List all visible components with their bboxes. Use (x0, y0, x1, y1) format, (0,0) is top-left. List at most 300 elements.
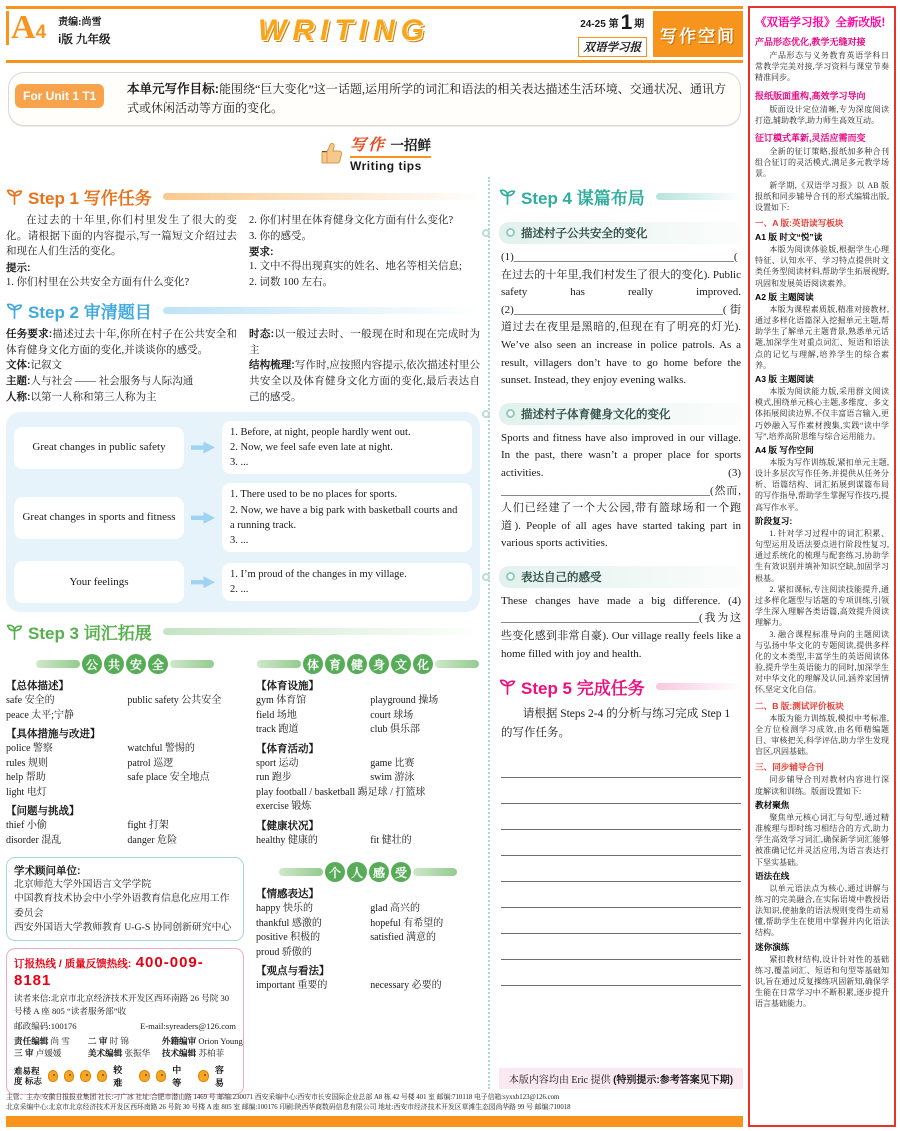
ring-icon (506, 228, 515, 237)
map-point: 2. ... (230, 584, 249, 596)
hotline-number: 400-009-8181 (14, 954, 204, 990)
advisor-line: 中国教育技术协会中小学外语教育信息化应用工作委员会 (14, 893, 230, 919)
sidebar-heading: 征订模式革新,灵活应需而变 (755, 132, 866, 143)
sidebar-heading: 报纸版面重构,高效学习导向 (755, 90, 866, 101)
sidebar-paragraph: 版面设计定位清晰,专为深度阅读打造,辅助教学,助力师生高效互动。 (755, 104, 889, 125)
map-point: 2. Now, we feel safe even late at night. (230, 441, 393, 453)
step3-title: Step 3 词汇拓展 (28, 624, 152, 644)
writing-line (501, 856, 741, 882)
task-intro: 在过去的十年里,你们村里发生了很大的变化。请根据下面的内容提示,写一篇短文介绍过去和现在人们生活的变化。 (6, 214, 237, 258)
editor-credit (88, 1035, 162, 1047)
issue-info (578, 11, 648, 57)
difficulty-label: 难易程度 标志 (14, 1065, 42, 1086)
vocab-row (6, 694, 244, 709)
page-number: 4 (35, 22, 47, 43)
difficulty-level: 容易 (214, 1064, 224, 1088)
field-label: 结构梳理: (249, 359, 295, 372)
vocab-row (256, 771, 480, 786)
vocab-item: glad 高兴的 (370, 903, 420, 915)
field-label: 主题: (6, 375, 31, 388)
vocab-row (6, 709, 244, 724)
step4-paragraph: (1)________________________________________(在过去的十年里,我们村发生了很大的变化). Public safety has really improved. (2)______________________________________(街道过去在夜里是黑暗的,但现在有了明亮的灯光). We’ve also seen an increase in police patrols. As a result, villagers don’t have to go home before the sunset. Instead, they enjoy evening walks. (501, 250, 741, 387)
editor-credit (14, 1035, 88, 1047)
vocab-row (256, 979, 480, 994)
badge-bar (257, 660, 301, 668)
step4-section-title: 表达自己的感受 (521, 571, 602, 584)
step3-rule (163, 628, 480, 635)
vocab-group-header: 【具体措施与改进】 (6, 728, 101, 741)
field-label: 时态: (249, 327, 275, 340)
vocab-item (370, 946, 480, 961)
ring-icon (506, 572, 515, 581)
sprout-icon (499, 188, 516, 205)
difficulty-level: 中等 (172, 1064, 182, 1088)
writing-line (501, 882, 741, 908)
middle-column (488, 177, 743, 1089)
vocab-item: fight 打架 (127, 820, 169, 832)
vocab-item: court 球场 (370, 709, 414, 721)
public-safety-badge (6, 654, 244, 674)
step4-section-header (499, 403, 743, 425)
badge-bar (279, 868, 323, 876)
badge-char: 体 (303, 654, 323, 674)
map-point: 2. Now, we have a big park with basketball courts and a running track. (230, 504, 458, 531)
field (6, 374, 237, 390)
writing-tips-text (350, 132, 431, 173)
sprout-icon (499, 678, 516, 695)
difficulty-legend (14, 1063, 236, 1089)
promo-sidebar (748, 6, 896, 1127)
vocab-col-a (6, 648, 244, 1094)
issue-number: 1 (620, 11, 633, 34)
vocab-item: gym 体育馆 (256, 695, 307, 707)
map-point: 1. There used to be no places for sports. (230, 489, 398, 501)
sidebar-paragraph: 本版为课程素质版,精准对接教材,通过多样化语篇深入挖掘单元主题,帮助学生了解单元主题背景,熟悉单元话题,加深学生对重点词汇、短语和语法点的记忆与理解,培养学生的综合素养。 (755, 304, 889, 370)
hint-2: 2. 你们村里在体育健身文化方面有什么变化? (249, 214, 454, 226)
sidebar-paragraph: 产品形态与义务教育英语学科日常教学完美对接,学习资料与课堂节奏精准同步。 (755, 51, 889, 83)
sidebar-paragraph: 同步辅导合刊对教材内容进行深度解读和训练。版面设置如下: (755, 775, 889, 796)
page-code (6, 11, 52, 45)
badge-bar (170, 660, 214, 668)
tips-cn-script: 写作 (350, 136, 387, 154)
vocab-item: safe 安全的 (6, 695, 55, 707)
writing-line (501, 830, 741, 856)
badge-char: 化 (413, 654, 433, 674)
editor-role: 美术编辑 (87, 1047, 123, 1058)
sidebar-paragraph: 本版为写作训练版,紧扣单元主题,设计多层次写作任务,并提供从任务分析、语篇结构、词汇拓展到谋篇布局的写作指导,帮助学生掌握写作技巧,提高写作水平。 (755, 457, 889, 512)
chick-icon (139, 1070, 149, 1082)
sidebar-paragraph: 本版为阅读体验版,根据学生心理特征、认知水平、学习特点提供时文类任务型阅读材料,帮助学生拓展视野,巩固和发展英语阅读素养。 (755, 245, 889, 288)
badge-char: 文 (391, 654, 411, 674)
vocab-item: healthy 健康的 (256, 834, 318, 846)
vocab-item: fit 健壮的 (370, 834, 412, 846)
vocab-item: satisfied 满意的 (370, 932, 437, 944)
masthead-meta (58, 11, 110, 47)
map-point: 1. I’m proud of the changes in my village. (230, 569, 407, 581)
sidebar-paragraph: 1. 针对学习过程中的词汇积累、句型运用及语法要点进行阶段性复习,通过系统化的梳理与配套练习,协助学生有效识别并填补知识空缺,加固学习根基。 (755, 528, 889, 583)
sidebar-paragraph: 2. 紧扣课标,专注阅读技能提升,通过多样化题型与话题的专项训练,引领学生深入理解各类语篇,高效提升阅读理解力。 (755, 584, 889, 628)
advisors-box (6, 857, 244, 941)
credit-text: 本版内容均由 Eric 提供 (508, 1074, 611, 1086)
step1-body (6, 213, 480, 291)
vocab-item: sport 运动 (256, 757, 299, 769)
chick-icon (156, 1070, 166, 1082)
hotline-line (14, 954, 236, 990)
sidebar-subheading: 阶段复习: (755, 515, 793, 526)
badge-bar (413, 868, 457, 876)
sidebar-subheading: A3 版 主题阅读 (755, 373, 814, 384)
chick-icon (97, 1070, 107, 1082)
req-2: 2. 词数 100 左右。 (249, 277, 333, 289)
sidebar-heading: 二、B 版:测试评价板块 (755, 700, 844, 711)
step4-section-title: 描述村子公共安全的变化 (521, 227, 648, 240)
sidebar-title: 《双语学习报》全新改版! (755, 17, 886, 29)
sidebar-subheading: A1 版 时文“悦”读 (755, 232, 823, 243)
reader-address: 读者来信:北京市北京经济技术开发区西环南路 26 号院 30 号楼 A 座 805 “读者服务部”收 (14, 993, 230, 1016)
step5-header (499, 674, 743, 699)
section-badge: 写作空间 (653, 11, 743, 57)
map-row (14, 561, 472, 603)
vocab-columns (6, 648, 480, 1094)
editor-name: 卢媛媛 (35, 1047, 62, 1058)
req-1: 1. 文中不得出现真实的姓名、地名等相关信息; (249, 261, 462, 273)
sidebar-paragraph: 新学期,《双语学习报》以 AB 版报纸和同步辅导合刊的形式编辑出版,设置如下: (755, 180, 889, 212)
chick-icon (80, 1070, 90, 1082)
hotline-box (6, 948, 244, 1095)
step4-section-header (499, 566, 743, 588)
badge-char: 个 (325, 862, 345, 882)
hotline-title: 订报热线 / 质量反馈热线: (14, 958, 132, 971)
field (6, 358, 237, 374)
vocab-row (6, 742, 244, 757)
vocab-group-header: 【总体描述】 (6, 680, 69, 693)
sidebar-paragraph: 本版为能力训练版,模拟中考标准,全方位检测学习成效,由名师精编题目、审核把关,科学评估,助力学生发现盲区,巩固基础。 (755, 713, 889, 757)
sidebar-paragraph: 以单元语法点为核心,通过讲解与练习的完美融合,在实际语境中教授语法知识,使抽象的语法规则变得生动易懂,帮助学生在使用中掌握并内化语法结构。 (755, 883, 889, 938)
vocab-item: run 跑步 (256, 772, 292, 784)
badge-char: 全 (148, 654, 168, 674)
sidebar-heading: 三、同步辅导合刊 (755, 762, 824, 773)
step4-paragraph: Sports and fitness have also improved in our village. In the past, there wasn’t a proper place for sports activities. (3) ______________________________________(然而,人们已经建了一个大公园,带有篮球场和一个跑道). People of all ages have started taking part in various sports activities. (501, 431, 741, 550)
editor-name: 苏柏菲 (198, 1047, 225, 1058)
step2-right (249, 327, 480, 406)
badge-char: 安 (126, 654, 146, 674)
unit-goal-label: 本单元写作目标: (127, 82, 219, 96)
vocab-row (6, 771, 244, 786)
map-point: 1. Before, at night, people hardly went out. (230, 426, 411, 438)
vocab-item: rules 规则 (6, 757, 48, 769)
vocab-item: game 比赛 (370, 757, 415, 769)
step2-rule (163, 307, 480, 314)
field-label: 文体: (6, 359, 31, 372)
vocab-row (256, 786, 480, 801)
vocab-row (256, 800, 480, 815)
sidebar-subheading: A4 版 写作空间 (755, 444, 814, 455)
sidebar-subheading: 教材聚焦 (755, 799, 790, 810)
step5-title: Step 5 完成任务 (521, 679, 645, 699)
vocab-row (256, 946, 480, 961)
editor-role: 二 审 (87, 1035, 108, 1046)
field (249, 358, 480, 405)
ring-icon (482, 410, 490, 418)
editor-role: 三 审 (14, 1047, 34, 1058)
vocab-item: patrol 巡逻 (127, 757, 174, 769)
editor-role: 外籍编审 (161, 1035, 197, 1046)
step2-body (6, 327, 480, 406)
vocab-item: watchful 警惕的 (127, 743, 195, 755)
masthead-title: WRITING (258, 14, 430, 47)
vocab-row (256, 917, 480, 932)
hint-1: 1. 你们村里在公共安全方面有什么变化? (6, 277, 190, 289)
vocab-group-header: 【健康状况】 (256, 819, 319, 832)
field (6, 390, 237, 406)
writing-line (501, 908, 741, 934)
editor-credit (14, 1047, 88, 1059)
issue-prefix: 24-25 第 (580, 19, 619, 30)
writing-tips-cn (350, 132, 431, 158)
step4-section-header (499, 222, 743, 244)
sidebar-paragraph: 紧扣教材结构,设计针对性的基础练习,覆盖词汇、短语和句型等基础知识,旨在通过反复操练巩固新知,确保学生能在日常学习中不断积累,逐步提升语言基础能力。 (755, 954, 889, 1009)
advisors-title: 学术顾问单位: (14, 865, 81, 878)
field-text: 记叙文 (30, 360, 62, 372)
page-letter: A (11, 9, 36, 46)
vocab-item: help 帮助 (6, 772, 46, 784)
map-topic: Great changes in sports and fitness (14, 497, 184, 539)
step4-header (499, 184, 743, 209)
step1-rule (163, 193, 480, 200)
advisor-line: 北京师范大学外国语言文学学院 (14, 879, 152, 891)
writing-line (501, 752, 741, 778)
arrow-icon (191, 442, 215, 454)
step1-left (6, 213, 237, 291)
vocab-row (256, 723, 480, 738)
badge-bar (36, 660, 80, 668)
map-points (222, 483, 472, 552)
vocab-item: positive 积极的 (256, 932, 321, 944)
sidebar-subheading: A2 版 主题阅读 (755, 291, 814, 302)
vocab-row (256, 694, 480, 709)
step5-instruction: 请根据 Steps 2-4 的分析与练习完成 Step 1 的写作任务。 (501, 708, 731, 739)
badge-char: 健 (347, 654, 367, 674)
badge-char: 身 (369, 654, 389, 674)
badge-char: 公 (82, 654, 102, 674)
map-point: 3. ... (230, 535, 249, 547)
vocab-group-header: 【体育活动】 (256, 742, 319, 755)
vocab-item: playground 操场 (370, 695, 439, 707)
step4-rule (656, 193, 743, 200)
vocab-row (256, 709, 480, 724)
sidebar-heading: 一、A 版:英语读写板块 (755, 218, 844, 229)
hint-3: 3. 你的感受。 (249, 230, 312, 242)
map-topic: Great changes in public safety (14, 427, 184, 469)
badge-char: 感 (369, 862, 389, 882)
postcode: 邮政编码:100176 (14, 1020, 77, 1031)
vocab-item: hopeful 有希望的 (370, 917, 444, 929)
field-label: 人称: (6, 390, 31, 403)
vocab-group-header: 【问题与挑战】 (6, 805, 80, 818)
paper-name: 双语学习报 (578, 37, 648, 57)
imprint-line: 北京采编中心:北京市北京经济技术开发区西环南路 26 号院 30 号楼 A 座 805 室 邮编:100176 印刷:陕西华商数码信息有限公司 地址:西安市经济技术开发区草滩生态园尚华路 99 号 邮编:710018 (6, 1103, 571, 1111)
vocab-row (256, 834, 480, 849)
badge-bar (435, 660, 479, 668)
step1-header (6, 184, 480, 209)
badge-char: 受 (391, 862, 411, 882)
unit-goal-banner (8, 72, 741, 126)
vocab-row (6, 819, 244, 834)
chick-icon (198, 1070, 208, 1082)
hint-label: 提示: (6, 262, 31, 275)
ring-icon (506, 409, 515, 418)
sports-badge (256, 654, 480, 674)
vocab-item: proud 骄傲的 (256, 946, 312, 958)
field-text: 以一般过去时、一般现在时和现在完成时为主 (249, 328, 481, 356)
vocab-item: safe place 安全地点 (127, 772, 210, 784)
vocab-item: track 跑道 (256, 724, 299, 736)
badge-char: 人 (347, 862, 367, 882)
ring-icon (482, 229, 490, 237)
advisor-line: 西安外国语大学教师教育 U-G-S 协同创新研究中心 (14, 921, 232, 933)
step1-title: Step 1 写作任务 (28, 188, 152, 208)
ring-icon (482, 573, 490, 581)
email: E-mail:syreaders@126.com (140, 1020, 236, 1031)
editors-row (14, 1035, 243, 1059)
vocab-group-header: 【观点与看法】 (256, 965, 330, 978)
arrow-icon (191, 576, 215, 588)
vocab-item: danger 危险 (127, 834, 178, 846)
vocab-item: public safety 公共安全 (127, 695, 222, 707)
vocab-item: swim 游泳 (370, 772, 415, 784)
writing-tips-en: Writing tips (350, 158, 422, 173)
editor-name: 张振华 (124, 1047, 151, 1058)
writing-line (501, 804, 741, 830)
step5-rule (656, 683, 743, 690)
content-columns (6, 177, 743, 1089)
vocab-item: field 场地 (256, 709, 297, 721)
vocab-item: club 俱乐部 (370, 724, 420, 736)
field (6, 327, 237, 359)
vocab-group-header: 【情感表达】 (256, 888, 319, 901)
vocab-row (256, 902, 480, 917)
vocab-item: exercise 锻炼 (256, 801, 312, 813)
editor-role: 责任编辑 (14, 1035, 49, 1046)
sprout-icon (6, 623, 23, 640)
arrow-icon (191, 512, 215, 524)
idea-map (6, 412, 480, 613)
feelings-badge (256, 862, 480, 882)
step3-header (6, 619, 480, 644)
vocab-item: important 重要的 (256, 980, 328, 992)
sidebar-paragraph: 全新的征订策略,报纸加多种合刊组合征订的灵活模式,满足多元教学场景。 (755, 146, 889, 179)
sidebar-subheading: 语法在线 (755, 870, 790, 881)
unit-goal-body: 能围绕“巨大变化”这一话题,运用所学的词汇和语法的相关表达描述生活环境、交通状况、通讯方式或休闲活动等方面的变化。 (127, 82, 727, 116)
unit-label: For Unit 1 T1 (15, 84, 104, 108)
step2-header (6, 298, 480, 323)
req-label: 要求: (249, 246, 274, 259)
field-text: 人与社会 —— 社会服务与人际沟通 (30, 376, 194, 388)
field-label: 任务要求: (6, 327, 53, 340)
vocab-item: light 电灯 (6, 786, 47, 798)
field-text: 描述过去十年,你所在村子在公共安全和体育健身文化方面的变化,并谈谈你的感受。 (6, 328, 238, 356)
badge-char: 育 (325, 654, 345, 674)
vocab-item: play football / basketball 踢足球 / 打篮球 (256, 786, 426, 798)
map-topic: Your feelings (14, 561, 184, 603)
vocab-item (127, 786, 244, 801)
badge-char: 共 (104, 654, 124, 674)
postcode-email (14, 1020, 236, 1033)
vocab-row (6, 757, 244, 772)
credit-hint: (特别提示:参考答案见下期) (613, 1074, 734, 1086)
editor-credit (88, 1047, 162, 1059)
editor-role: 技术编辑 (161, 1047, 197, 1058)
step4-paragraph: These changes have made a big difference. (4) ____________________________________(我为这些变化感到非常自豪). Our village really feels like a home filled with joy and health. (501, 594, 741, 660)
unit-goal-text (127, 80, 726, 118)
editor-name: 时 锦 (109, 1035, 129, 1046)
vocab-group-header: 【体育设施】 (256, 680, 319, 693)
editor-credit (161, 1035, 243, 1047)
editor-credit (162, 1047, 236, 1059)
writing-line (501, 778, 741, 804)
sidebar-paragraph: 3. 融合课程标准导向的主题阅读与弘扬中华文化的专题阅读,提供多样化的文本类型,丰富学生的英语阅读体验,提升学生英语能力的同时,加深学生对中华文化的理解及认同,涵养家国情怀,坚定文化自信。 (755, 629, 889, 695)
vocab-row (256, 757, 480, 772)
left-column (6, 177, 480, 1089)
vocab-item: police 警察 (6, 743, 53, 755)
map-point: 3. ... (230, 457, 249, 469)
sprout-icon (6, 302, 23, 319)
step4-section-title: 描述村子体育健身文化的变化 (521, 408, 671, 421)
step1-right (249, 213, 480, 291)
map-row (14, 421, 472, 475)
editor-name: 尚 雪 (50, 1035, 70, 1046)
edition-label: i版 九年级 (58, 34, 111, 46)
issue-suffix: 期 (634, 19, 645, 30)
step4-title: Step 4 谋篇布局 (521, 188, 645, 208)
writing-line (501, 960, 741, 986)
writing-lines (501, 752, 741, 986)
footer-bar (6, 1116, 743, 1127)
writing-tips-badge (6, 132, 743, 173)
sidebar-heading: 产品形态优化,教学无缝对接 (755, 37, 866, 47)
vocab-item (127, 709, 244, 724)
vocab-item: thief 小偷 (6, 820, 47, 832)
issue-line (578, 11, 648, 35)
vocab-item: disorder 混乱 (6, 834, 62, 846)
imprint-footer (6, 1093, 743, 1127)
tips-cn-rest: 一招鲜 (390, 137, 431, 153)
step2-left (6, 327, 237, 406)
thumbs-up-icon (318, 139, 344, 165)
vocab-row (6, 786, 244, 801)
editor-credit: 责编:尚雪 (58, 17, 102, 28)
difficulty-level: 较难 (113, 1064, 123, 1088)
vocab-row (256, 931, 480, 946)
field (249, 327, 480, 359)
chick-icon (64, 1070, 74, 1082)
sprout-icon (6, 188, 23, 205)
chick-icon (48, 1070, 58, 1082)
vocab-item: peace 太平;宁静 (6, 709, 75, 721)
sidebar-paragraph: 本版为阅读能力版,采用群文阅读模式,围绕单元核心主题,多维度、多文体拓展阅读边界,不仅丰富语言输入,更巧妙融入写作素材搜集,实践“读中学写”,培养高阶思维与综合运用能力。 (755, 386, 889, 441)
sidebar-paragraph: 聚焦单元核心词汇与句型,通过精准梳理与即时练习相结合的方式,助力学生高效学习词汇,确保新学词汇能够被准确记忆并灵活应用,为语言表达打下坚实基础。 (755, 812, 889, 867)
map-row (14, 483, 472, 552)
vocab-item: thankful 感激的 (256, 917, 322, 929)
vocab-col-b (256, 648, 480, 1094)
vocab-row (6, 834, 244, 849)
sidebar-subheading: 迷你演练 (755, 941, 790, 952)
writing-line (501, 934, 741, 960)
field-text: 写作时,应按照内容提示,依次描述村里公共安全以及体育健身文化方面的变化,最后表达自己的感受。 (249, 360, 481, 403)
field-text: 以第一人称和第三人称为主 (30, 391, 157, 403)
vocab-item: happy 快乐的 (256, 903, 313, 915)
map-points (222, 421, 472, 475)
